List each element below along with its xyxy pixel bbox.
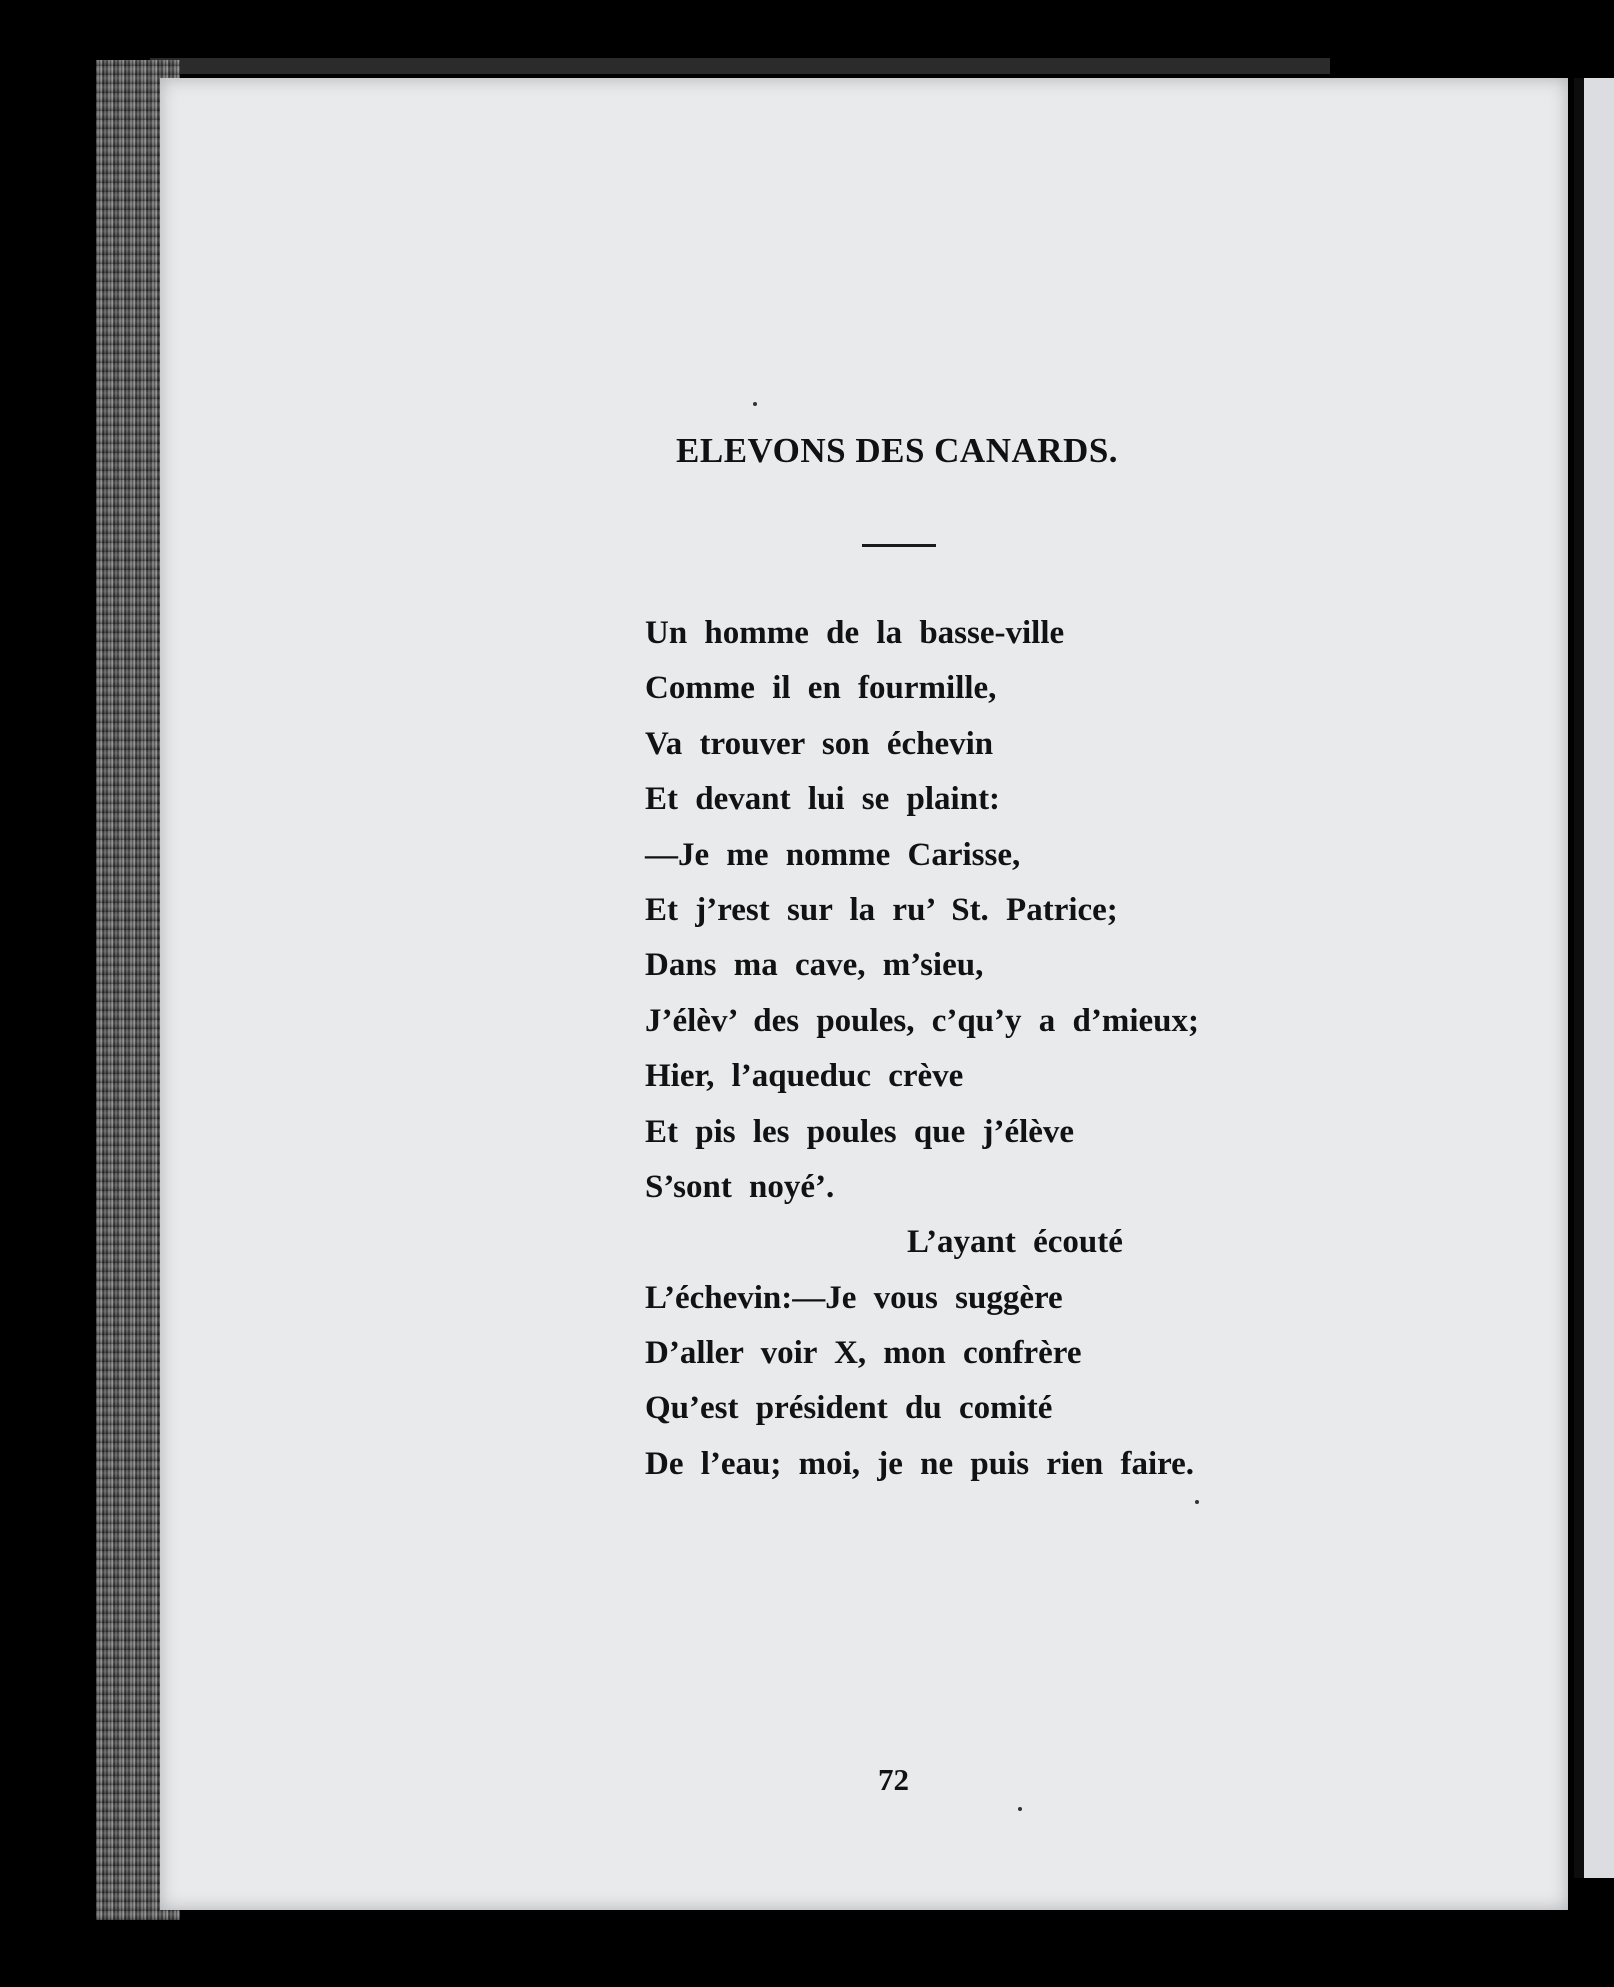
poem-line: —Je me nomme Carisse, — [645, 836, 1021, 873]
poem-line: Comme il en fourmille, — [645, 670, 997, 707]
poem-line: De l’eau; moi, je ne puis rien faire. — [645, 1445, 1195, 1482]
title-rule — [862, 544, 936, 547]
poem-line: Va trouver son échevin — [645, 725, 994, 762]
print-speck — [1018, 1807, 1022, 1811]
print-speck — [1195, 1500, 1199, 1504]
poem-line: Et j’rest sur la ru’ St. Patrice; — [645, 891, 1118, 928]
poem-line: Qu’est président du comité — [645, 1390, 1053, 1427]
poem-line: Hier, l’aqueduc crève — [645, 1058, 964, 1095]
poem-line: S’sont noyé’. — [645, 1168, 835, 1205]
poem-line: Dans ma cave, m’sieu, — [645, 947, 984, 984]
print-speck — [753, 402, 757, 406]
poem-line: Et devant lui se plaint: — [645, 781, 1001, 818]
poem-body — [645, 606, 1425, 1492]
adjacent-page-strip — [1574, 78, 1614, 1878]
poem-line: D’aller voir X, mon confrère — [645, 1335, 1082, 1372]
poem-line: L’échevin:—Je vous suggère — [645, 1279, 1063, 1316]
poem-line-indented: L’ayant écouté — [907, 1224, 1123, 1261]
poem-line: Un homme de la basse-ville — [645, 615, 1065, 651]
page-number: 72 — [878, 1762, 909, 1797]
poem-line: Et pis les poules que j’élève — [645, 1113, 1075, 1150]
poem-title: ELEVONS DES CANARDS. — [676, 431, 1119, 470]
top-page-shadow — [150, 58, 1330, 74]
poem-line: J’élèv’ des poules, c’qu’y a d’mieux; — [645, 1002, 1200, 1039]
